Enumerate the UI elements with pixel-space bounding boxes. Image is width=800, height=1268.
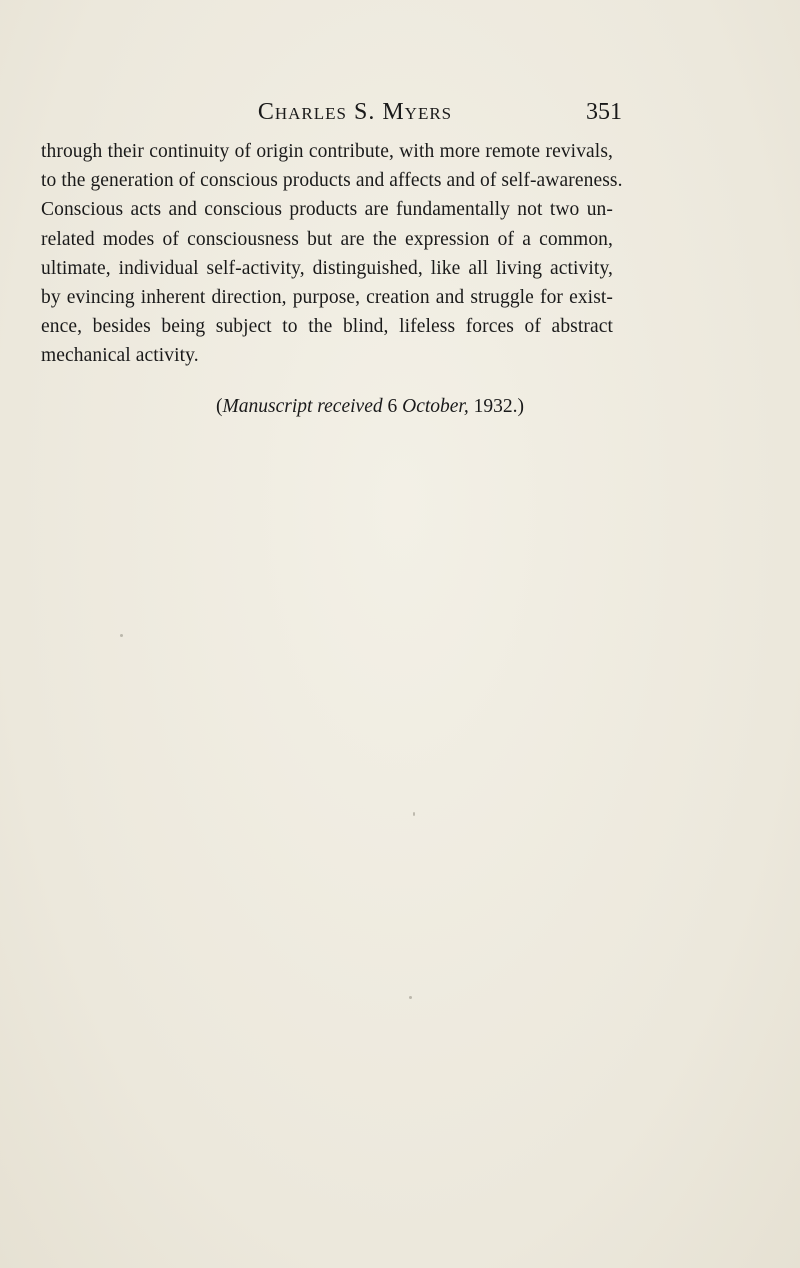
text-line: by evincing inherent direction, purpose, creation and struggle for exist- bbox=[41, 286, 613, 308]
received-month: October, bbox=[402, 396, 469, 417]
text-line: through their continuity of origin contribute, with more remote revivals, bbox=[41, 141, 613, 162]
text-line: to the generation of conscious products and affects and of self-awareness. bbox=[41, 170, 623, 192]
paper-speck bbox=[120, 634, 123, 637]
text-line: ultimate, individual self-activity, distinguished, like all living activity, bbox=[41, 257, 613, 279]
text-line: ence, besides being subject to the blind, lifeless forces of abstract bbox=[41, 316, 613, 338]
running-title: Charles S. Myers bbox=[257, 99, 453, 125]
received-year: 1932.) bbox=[468, 396, 524, 417]
text-line: Conscious acts and conscious products are fundamentally not two un- bbox=[41, 199, 613, 221]
page-number: 351 bbox=[586, 99, 622, 125]
body-paragraph bbox=[41, 137, 623, 371]
text-line: mechanical activity. bbox=[41, 345, 199, 367]
manuscript-received-line bbox=[160, 392, 580, 422]
text-line: related modes of consciousness but are the expression of a common, bbox=[41, 228, 613, 250]
manuscript-received-label: Manuscript received bbox=[222, 396, 383, 417]
manuscript-received-note bbox=[0, 392, 800, 422]
received-day: 6 bbox=[382, 396, 403, 417]
running-head bbox=[0, 96, 800, 128]
paper-speck bbox=[409, 996, 412, 999]
open-paren: ( bbox=[216, 396, 223, 417]
paper-speck bbox=[413, 812, 415, 816]
